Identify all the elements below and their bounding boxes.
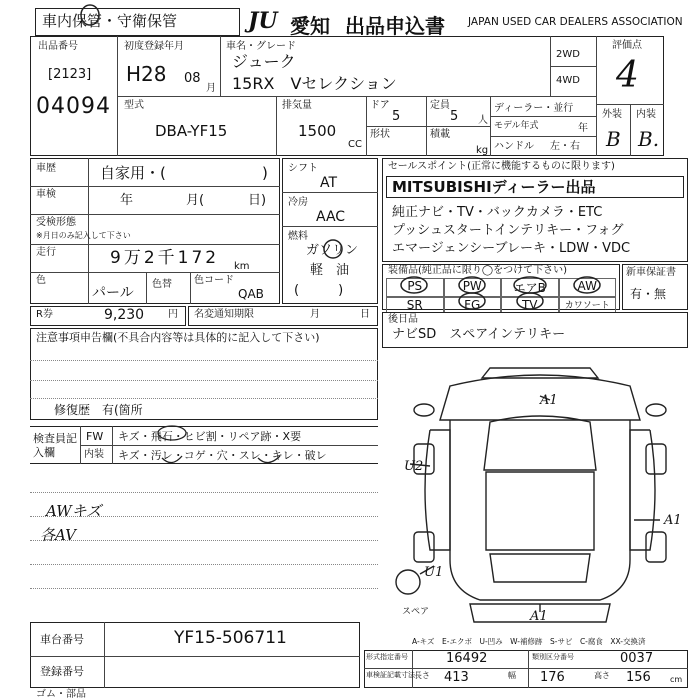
name-change-month: 月 — [310, 309, 320, 320]
history-value: 自家用・( — [100, 164, 166, 182]
interior-label: 内装 — [636, 109, 656, 120]
name-change-label: 名変通知期限 — [194, 309, 254, 320]
repair-history: 修復歴 有(箇所 — [54, 403, 143, 417]
ju-logo: JU — [248, 8, 278, 34]
brand-name: 愛知 — [290, 14, 330, 38]
interior-grade: B. — [638, 127, 660, 151]
shape-label: 形状 — [370, 129, 390, 140]
mileage-unit: km — [234, 261, 250, 272]
warranty-label: 新車保証書 — [626, 267, 676, 278]
equipment-item: SR — [386, 297, 444, 313]
equipment-circles-icon — [386, 276, 616, 310]
warranty-value: 有・無 — [630, 287, 667, 301]
length-value: 413 — [444, 670, 469, 685]
exterior-grade: B — [606, 127, 621, 151]
dealer-label: ディーラー・並行 — [494, 103, 574, 114]
lot-number-label: 出品番号 — [38, 41, 78, 52]
car-name: ジューク — [232, 52, 296, 71]
mileage-value: 9万2千172 — [110, 248, 220, 268]
fuel-gasoline: ガソリン — [306, 243, 359, 258]
inspection-day: 日) — [248, 193, 267, 208]
registration-month-unit: 月 — [206, 83, 216, 94]
spec-unit: cm — [670, 675, 683, 684]
fuel-selected-circle-icon — [322, 238, 344, 260]
doors-label: ドア — [370, 100, 390, 111]
mileage-label: 走行 — [36, 247, 56, 258]
damage-mark-1: A1 — [540, 393, 558, 408]
name-change-day: 日 — [360, 309, 370, 320]
cert-label: 車検証記載寸法 — [366, 671, 415, 679]
height-label: 高さ — [594, 671, 610, 680]
lot-code: [2123] — [48, 67, 92, 82]
color-label: 色 — [36, 275, 46, 286]
reception-label: 受検形態 — [36, 217, 76, 228]
registration-era-year: H28 — [126, 62, 167, 86]
inspector-interior-label: 内装 — [84, 449, 104, 460]
sales-point-line-1: 純正ナビ・TV・バックカメラ・ETC — [392, 205, 603, 220]
retrofit-label: 後日品 — [388, 314, 418, 325]
inspection-year: 年 — [120, 193, 134, 208]
capacity-label: 定員 — [430, 100, 450, 111]
designation-value: 16492 — [446, 651, 488, 666]
equipment-item: FG — [444, 297, 502, 313]
evaluation-score: 4 — [616, 55, 639, 96]
equipment-item: PW — [444, 278, 502, 297]
registration-label: 初度登録年月 — [124, 41, 184, 52]
storage-label: 車内保管・守衛保管 — [42, 12, 178, 30]
loading-unit: kg — [476, 145, 489, 156]
chassis-value: YF15-506711 — [174, 628, 287, 648]
color-value: パール — [92, 285, 134, 301]
sales-point-line-2: プッシュスタートインテリキー・フォグ — [392, 223, 624, 238]
sales-points-label: セールスポイント(正常に機能するものに限ります) — [388, 161, 615, 172]
damage-mark-3: A1 — [664, 513, 682, 528]
color-code-label: 色コード — [194, 275, 234, 286]
inspection-label: 車検 — [36, 189, 56, 200]
handwritten-note-1: AWキズ — [46, 502, 102, 520]
equipment-item: TV — [501, 297, 559, 313]
displacement-value: 1500 — [298, 122, 337, 140]
circle-mark-icon — [78, 3, 102, 27]
form-title: 出品申込書 — [345, 14, 445, 38]
exterior-label: 外装 — [602, 109, 622, 120]
loading-label: 積載 — [430, 129, 450, 140]
capacity-unit: 人 — [478, 115, 488, 126]
shift-value: AT — [320, 175, 338, 191]
damage-mark-2: U2 — [404, 459, 424, 474]
shift-label: シフト — [288, 163, 318, 174]
equipment-item: PS — [386, 278, 444, 297]
equipment-label: 装備品(純正品に限り◯をつけて下さい) — [388, 265, 567, 276]
model-year-label: モデル年式 — [494, 121, 539, 131]
designation-label: 形式指定番号 — [366, 653, 408, 661]
model-label: 型式 — [124, 100, 144, 111]
registration-month: 08 — [184, 71, 201, 86]
equipment-item: カワソート — [559, 297, 617, 313]
displacement-label: 排気量 — [282, 100, 312, 111]
footer-label: ゴム・部品 — [36, 689, 86, 700]
model-year-unit: 年 — [578, 123, 588, 134]
recycle-unit: 円 — [168, 309, 178, 320]
damage-mark-5: A1 — [530, 609, 548, 624]
capacity-value: 5 — [450, 109, 459, 124]
length-label: 長さ — [414, 671, 430, 680]
model-value: DBA-YF15 — [155, 122, 228, 140]
category-value: 0037 — [620, 651, 654, 666]
car-grade: 15RX Vセレクション — [232, 74, 397, 93]
height-value: 156 — [626, 670, 651, 685]
history-close: ) — [262, 164, 268, 182]
inspector-marks-icon — [150, 424, 300, 468]
retrofit-value: ナビSD スペアインテリキー — [392, 327, 566, 342]
handle-label: ハンドル — [494, 141, 534, 152]
damage-mark-4: U1 — [424, 565, 444, 580]
drive-4wd: 4WD — [556, 75, 580, 86]
equipment-item: AW — [559, 278, 617, 297]
category-label: 類別区分番号 — [532, 653, 574, 661]
fuel-other: ( ) — [294, 283, 344, 298]
recycle-label: R券 — [36, 309, 53, 320]
notices-label: 注意事項申告欄(不具合内容等は具体的に記入して下さい) — [36, 331, 320, 344]
reception-note: ※月日のみ記入して下さい — [36, 231, 131, 240]
sales-point-line-3: エマージェンシーブレーキ・LDW・VDC — [392, 241, 631, 256]
evaluation-label: 評価点 — [612, 40, 642, 51]
chassis-registration-label: 登録番号 — [40, 665, 84, 678]
car-name-label: 車名・グレード — [226, 41, 296, 52]
inspector-interior-items: キズ・汚レ・コゲ・穴・スレ・キレ・破レ — [118, 449, 327, 462]
damage-legend: A-キズ E-エクボ U-凹み W-補修跡 S-サビ C-腐食 XX-交換済 — [412, 637, 646, 646]
fuel-label: 燃料 — [288, 231, 308, 242]
inspector-fw-label: FW — [86, 430, 104, 443]
cooling-label: 冷房 — [288, 197, 308, 208]
handwritten-note-2: 各AV — [40, 526, 76, 544]
displacement-unit: CC — [348, 139, 362, 150]
association-name: JAPAN USED CAR DEALERS ASSOCIATION — [468, 16, 683, 28]
inspector-label: 検査員記入欄 — [33, 432, 77, 459]
equipment-item: エアB — [501, 278, 559, 297]
recycle-value: 9,230 — [104, 307, 145, 323]
handle-value: 左・右 — [550, 141, 580, 152]
inspection-month: 月( — [186, 193, 205, 208]
fuel-diesel: 軽 油 — [310, 263, 350, 278]
width-value: 176 — [540, 670, 565, 685]
storage-box — [35, 8, 240, 36]
inspector-fw-items: キズ・飛石・ヒビ割・リペア跡・X要 — [118, 430, 302, 443]
chassis-label: 車台番号 — [40, 633, 84, 646]
history-label: 車歴 — [36, 163, 56, 174]
repaint-label: 色替 — [152, 279, 172, 290]
width-label: 幅 — [508, 671, 516, 680]
sales-points-title: MITSUBISHIディーラー出品 — [392, 178, 596, 196]
drive-2wd: 2WD — [556, 49, 580, 60]
doors-value: 5 — [392, 109, 401, 124]
spare-label: スペア — [402, 607, 430, 617]
color-code: QAB — [238, 287, 264, 301]
cooling-value: AAC — [316, 209, 346, 225]
lot-number: 04094 — [36, 94, 111, 119]
